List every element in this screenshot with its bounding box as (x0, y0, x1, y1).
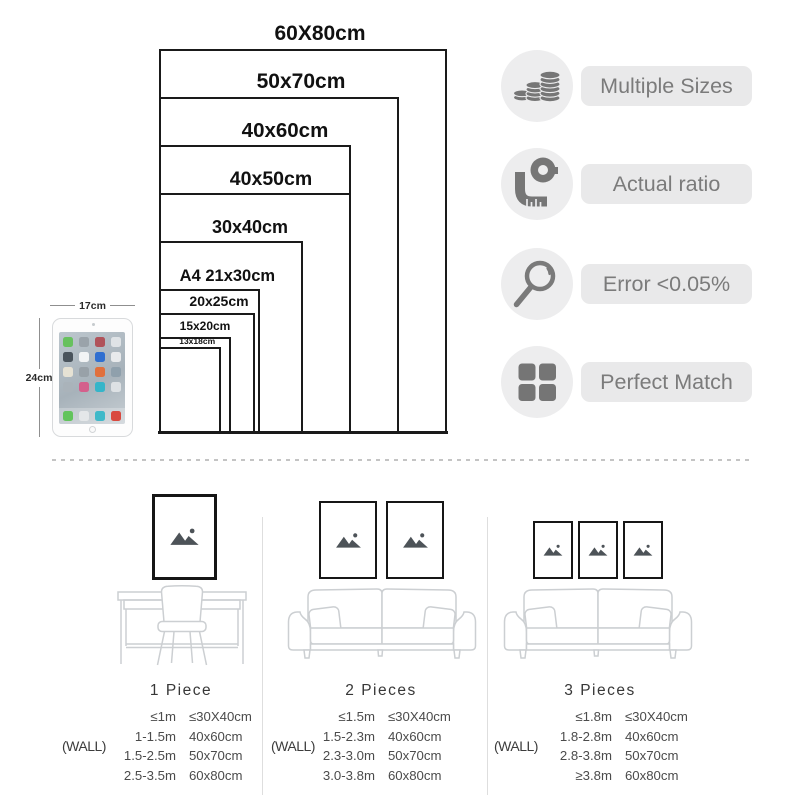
feature-label: Multiple Sizes (600, 74, 733, 98)
image-placeholder-icon (632, 543, 654, 557)
table-row (542, 766, 717, 786)
feature-pill (581, 264, 752, 304)
size-label: 40x50cm (229, 167, 313, 190)
size-label: 50x70cm (256, 70, 346, 93)
app-icon (95, 367, 105, 377)
image-placeholder-icon (542, 543, 564, 557)
app-icon (63, 337, 73, 347)
app-icon (111, 352, 121, 362)
wall-range: 2.3-3.0m (322, 748, 375, 763)
app-icon (79, 352, 89, 362)
scene-title: 2 Pieces (345, 682, 417, 699)
tape-measure-icon (501, 148, 573, 220)
tablet-dock (59, 408, 125, 424)
table-row (110, 746, 281, 766)
app-icon (63, 352, 73, 362)
size-label: 15x20cm (179, 319, 231, 333)
scene-separator (487, 517, 488, 795)
dashed-divider (52, 459, 754, 461)
wall-size-table (494, 707, 717, 785)
wall-range: 2.5-3.5m (123, 767, 176, 783)
desk-and-chair-drawing (112, 584, 252, 669)
wall-range: ≤1.5m (338, 709, 375, 724)
wall-size-table (271, 707, 480, 785)
poster-frame (152, 494, 217, 580)
measure-line (110, 305, 135, 306)
width-measurement-label: 17cm (79, 299, 106, 312)
tablet-app-grid (59, 332, 125, 397)
table-row (110, 727, 281, 747)
table-row (319, 727, 480, 747)
feature-error-rate (501, 248, 761, 320)
size-value: 50x70cm (624, 748, 679, 763)
measure-line (39, 387, 40, 438)
wall-range: ≤1m (150, 709, 176, 724)
wall-range: ≤1.8m (575, 709, 612, 724)
poster-frame (319, 501, 377, 579)
poster-frame (533, 521, 573, 579)
feature-label: Perfect Match (600, 370, 733, 394)
feature-pill (581, 362, 752, 402)
image-placeholder-icon (168, 526, 201, 547)
wall-range: 3.0-3.8m (322, 767, 375, 783)
width-measurement (50, 299, 135, 312)
feature-pill (581, 66, 752, 106)
table-row (319, 766, 480, 786)
wall-range: 2.8-3.8m (559, 748, 612, 763)
size-value: 60x80cm (624, 767, 679, 783)
image-placeholder-icon (587, 543, 609, 557)
size-label: 30x40cm (211, 217, 289, 237)
scene-title: 1 Piece (149, 682, 213, 699)
app-icon (111, 382, 121, 392)
wall-label: (WALL) (494, 738, 538, 754)
wall-range: 1-1.5m (134, 728, 176, 744)
size-value: 40x60cm (387, 728, 442, 744)
poster-frame (386, 501, 444, 579)
height-measurement (26, 318, 52, 437)
wall-label: (WALL) (271, 738, 315, 754)
app-icon (79, 337, 89, 347)
measure-line (39, 318, 40, 369)
feature-label: Actual ratio (612, 172, 721, 196)
chart-baseline (158, 431, 448, 434)
feature-perfect-match (501, 346, 761, 418)
tablet-home-button (89, 426, 96, 433)
sofa-drawing (285, 584, 480, 664)
wall-range: 1.5-2.5m (123, 748, 176, 763)
size-label: A4 21x30cm (179, 266, 276, 285)
dock-app-icon (95, 411, 105, 421)
grid-icon (501, 346, 573, 418)
size-value: ≤30X40cm (387, 709, 451, 724)
size-value: 50x70cm (188, 748, 243, 763)
wall-size-table (62, 707, 281, 785)
feature-actual-ratio (501, 148, 761, 220)
size-value: 60x80cm (188, 767, 243, 783)
size-value: ≤30X40cm (624, 709, 688, 724)
feature-pill (581, 164, 752, 204)
table-row (319, 707, 480, 727)
app-icon (79, 382, 89, 392)
poster-frame (623, 521, 663, 579)
app-icon (79, 367, 89, 377)
app-icon (111, 337, 121, 347)
size-label: 60X80cm (274, 22, 366, 45)
feature-multiple-sizes (501, 50, 761, 122)
size-value: 50x70cm (387, 748, 442, 763)
app-icon (111, 367, 121, 377)
tablet-screen (59, 332, 125, 424)
table-rows (542, 707, 717, 785)
wall-range: ≥3.8m (575, 767, 612, 783)
tablet-camera-dot (92, 323, 95, 326)
table-rows (110, 707, 281, 785)
tablet-reference (52, 318, 133, 437)
dock-app-icon (111, 411, 121, 421)
scene-title: 3 Pieces (564, 682, 636, 699)
size-label: 13x18cm (179, 336, 216, 347)
table-row (542, 746, 717, 766)
coins-icon (501, 50, 573, 122)
image-placeholder-icon (334, 531, 363, 550)
size-label: 20x25cm (189, 293, 249, 309)
image-placeholder-icon (401, 531, 430, 550)
table-row (110, 766, 281, 786)
app-icon (95, 337, 105, 347)
wall-label: (WALL) (62, 738, 106, 754)
size-value: 40x60cm (624, 728, 679, 744)
magnifier-icon (501, 248, 573, 320)
poster-frame (578, 521, 618, 579)
table-row (319, 746, 480, 766)
size-value: ≤30X40cm (188, 709, 252, 724)
app-icon (63, 382, 73, 392)
table-row (542, 707, 717, 727)
wall-range: 1.8-2.8m (559, 728, 612, 744)
sofa-drawing (501, 584, 696, 664)
table-row (542, 727, 717, 747)
size-value: 40x60cm (188, 728, 243, 744)
app-icon (95, 382, 105, 392)
height-measurement-label: 24cm (25, 371, 53, 384)
size-value: 60x80cm (387, 767, 442, 783)
wall-range: 1.5-2.3m (322, 728, 375, 744)
table-row (110, 707, 281, 727)
feature-label: Error <0.05% (602, 272, 731, 296)
app-icon (63, 367, 73, 377)
dock-app-icon (63, 411, 73, 421)
size-rect (159, 347, 221, 433)
size-label: 40x60cm (241, 118, 329, 142)
app-icon (95, 352, 105, 362)
dock-app-icon (79, 411, 89, 421)
measure-line (50, 305, 75, 306)
table-rows (319, 707, 480, 785)
